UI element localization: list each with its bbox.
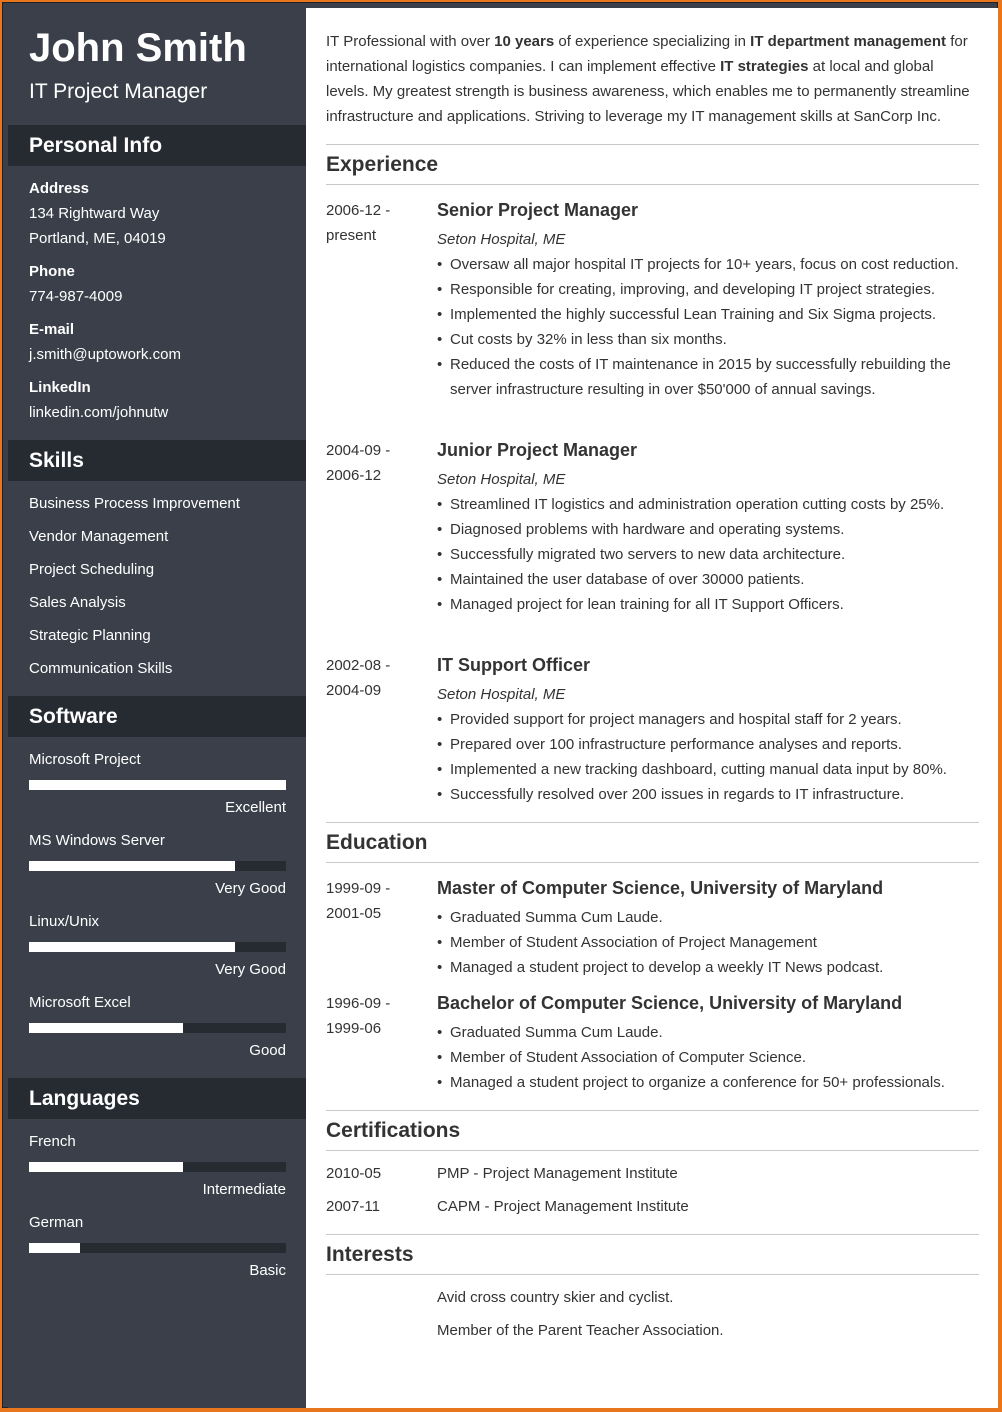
certification-date: 2010-05: [326, 1165, 382, 1182]
skill-item: Strategic Planning: [29, 627, 151, 644]
achievement-item: • Prepared over 100 infrastructure performance analyses and reports.: [437, 732, 977, 757]
divider: [326, 862, 979, 863]
linkedin-label: LinkedIn: [29, 379, 91, 396]
software-level-fill: [29, 780, 286, 790]
summary-text: for international logistics companies. I can implement effective: [326, 33, 968, 75]
interest-item: Avid cross country skier and cyclist.: [437, 1289, 674, 1306]
skills-heading: Skills: [8, 440, 306, 481]
certifications-heading: Certifications: [326, 1119, 461, 1142]
phone-value: 774-987-4009: [29, 288, 123, 305]
achievement-item: • Successfully migrated two servers to new data architecture.: [437, 542, 977, 567]
achievement-item: • Maintained the user database of over 30000 patients.: [437, 567, 977, 592]
job-achievements: [437, 252, 977, 402]
experience-heading: Experience: [326, 153, 439, 176]
language-name: German: [29, 1214, 84, 1231]
email-label: E-mail: [29, 321, 75, 338]
candidate-title: IT Project Manager: [29, 80, 208, 103]
software-level-bar: [29, 942, 286, 952]
achievement-item: • Managed project for lean training for all IT Support Officers.: [437, 592, 977, 617]
language-level-text: Basic: [249, 1262, 286, 1279]
language-level-fill: [29, 1243, 80, 1253]
achievement-item: • Provided support for project managers and hospital staff for 2 years.: [437, 707, 977, 732]
main-content: [326, 8, 979, 1408]
software-level-fill: [29, 861, 235, 871]
summary-text: IT Professional with over: [326, 33, 495, 50]
software-name: Linux/Unix: [29, 913, 100, 930]
address-line-1: 134 Rightward Way: [29, 205, 160, 222]
software-level-fill: [29, 942, 235, 952]
software-level-text: Excellent: [225, 799, 286, 816]
sidebar: [8, 8, 306, 1408]
phone-label: Phone: [29, 263, 75, 280]
software-level-text: Very Good: [215, 880, 286, 897]
interests-heading: Interests: [326, 1243, 414, 1266]
job-date-end: 2006-12: [326, 467, 382, 484]
page-frame: [2, 2, 998, 1408]
divider: [326, 144, 979, 145]
job-date-end: present: [326, 227, 377, 244]
software-name: Microsoft Project: [29, 751, 141, 768]
language-level-text: Intermediate: [202, 1181, 286, 1198]
education-detail-item: • Managed a student project to develop a weekly IT News podcast.: [437, 955, 977, 980]
summary-text: at local and global levels. My greatest strength is business awareness, which enables me to permanently streamline infrastructure and applications. Striving to leverage my IT management skills at SanCorp Inc.: [326, 58, 970, 125]
education-date-end: 1999-06: [326, 1020, 382, 1037]
job-organization: Seton Hospital, ME: [437, 686, 566, 703]
software-level-text: Very Good: [215, 961, 286, 978]
education-heading: Education: [326, 831, 428, 854]
resume-page: [8, 8, 998, 1408]
software-level-text: Good: [249, 1042, 286, 1059]
education-detail-item: • Graduated Summa Cum Laude.: [437, 905, 977, 930]
software-level-bar: [29, 1023, 286, 1033]
candidate-name: John Smith: [29, 26, 247, 70]
divider: [326, 184, 979, 185]
divider: [326, 1274, 979, 1275]
certification-name: CAPM - Project Management Institute: [437, 1198, 689, 1215]
degree-title: Master of Computer Science, University of Maryland: [437, 878, 884, 898]
education-detail-item: • Managed a student project to organize a conference for 50+ professionals.: [437, 1070, 977, 1095]
summary-text: of experience specializing in: [554, 33, 751, 50]
email-value: j.smith@uptowork.com: [29, 346, 181, 363]
achievement-item: • Diagnosed problems with hardware and operating systems.: [437, 517, 977, 542]
education-detail-item: • Graduated Summa Cum Laude.: [437, 1020, 977, 1045]
divider: [326, 1234, 979, 1235]
address-line-2: Portland, ME, 04019: [29, 230, 166, 247]
personal-info-heading: Personal Info: [8, 125, 306, 166]
software-name: MS Windows Server: [29, 832, 165, 849]
language-name: French: [29, 1133, 76, 1150]
languages-heading: Languages: [8, 1078, 306, 1119]
job-organization: Seton Hospital, ME: [437, 231, 566, 248]
summary-highlight: 10 years: [494, 33, 555, 50]
interest-item: Member of the Parent Teacher Association.: [437, 1322, 724, 1339]
job-date-end: 2004-09: [326, 682, 382, 699]
education-details: [437, 905, 977, 980]
education-details: [437, 1020, 977, 1095]
achievement-item: • Reduced the costs of IT maintenance in 2015 by successfully rebuilding the server infrastructure resulting in over $50'000 of annual savings.: [437, 352, 977, 402]
certification-date: 2007-11: [326, 1198, 380, 1215]
skill-item: Communication Skills: [29, 660, 173, 677]
divider: [326, 1150, 979, 1151]
job-organization: Seton Hospital, ME: [437, 471, 566, 488]
summary-highlight: IT strategies: [720, 58, 809, 75]
degree-title: Bachelor of Computer Science, University of Maryland: [437, 993, 903, 1013]
summary-highlight: IT department management: [750, 33, 947, 50]
job-date-start: 2002-08 -: [326, 657, 391, 674]
software-level-fill: [29, 1023, 183, 1033]
divider: [326, 822, 979, 823]
certification-name: PMP - Project Management Institute: [437, 1165, 678, 1182]
education-date-start: 1996-09 -: [326, 995, 391, 1012]
job-title: IT Support Officer: [437, 655, 590, 675]
job-date-start: 2006-12 -: [326, 202, 391, 219]
skill-item: Vendor Management: [29, 528, 169, 545]
linkedin-value: linkedin.com/johnutw: [29, 404, 169, 421]
software-level-bar: [29, 861, 286, 871]
summary-paragraph: [326, 29, 979, 129]
achievement-item: • Streamlined IT logistics and administration operation cutting costs by 25%.: [437, 492, 977, 517]
education-date-end: 2001-05: [326, 905, 382, 922]
address-label: Address: [29, 180, 90, 197]
language-level-fill: [29, 1162, 183, 1172]
job-achievements: [437, 492, 977, 617]
software-heading: Software: [8, 696, 306, 737]
education-detail-item: • Member of Student Association of Computer Science.: [437, 1045, 977, 1070]
achievement-item: • Implemented the highly successful Lean Training and Six Sigma projects.: [437, 302, 977, 327]
job-title: Senior Project Manager: [437, 200, 639, 220]
achievement-item: • Cut costs by 32% in less than six months.: [437, 327, 977, 352]
job-title: Junior Project Manager: [437, 440, 638, 460]
skill-item: Business Process Improvement: [29, 495, 240, 512]
job-achievements: [437, 707, 977, 807]
language-level-bar: [29, 1243, 286, 1253]
skill-item: Project Scheduling: [29, 561, 155, 578]
language-level-bar: [29, 1162, 286, 1172]
education-detail-item: • Member of Student Association of Project Management: [437, 930, 977, 955]
achievement-item: • Successfully resolved over 200 issues in regards to IT infrastructure.: [437, 782, 977, 807]
achievement-item: • Responsible for creating, improving, and developing IT project strategies.: [437, 277, 977, 302]
skill-item: Sales Analysis: [29, 594, 126, 611]
divider: [326, 1110, 979, 1111]
achievement-item: • Oversaw all major hospital IT projects for 10+ years, focus on cost reduction.: [437, 252, 977, 277]
achievement-item: • Implemented a new tracking dashboard, cutting manual data input by 80%.: [437, 757, 977, 782]
job-date-start: 2004-09 -: [326, 442, 391, 459]
education-date-start: 1999-09 -: [326, 880, 391, 897]
software-name: Microsoft Excel: [29, 994, 131, 1011]
software-level-bar: [29, 780, 286, 790]
